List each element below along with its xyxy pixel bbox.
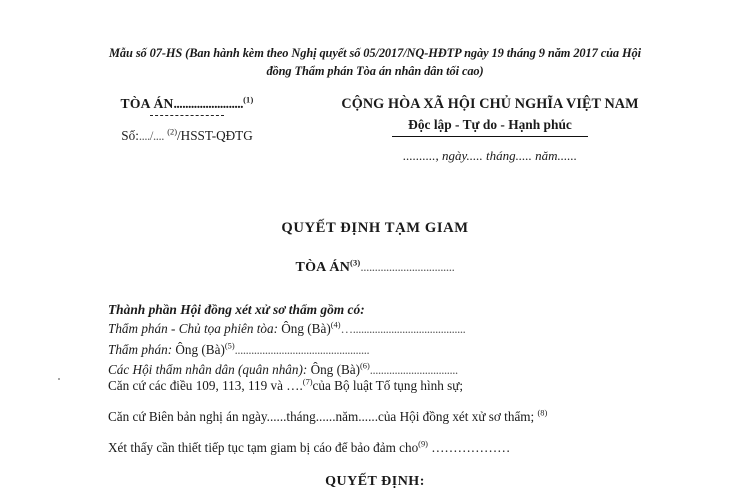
council-footnote: (4): [330, 321, 341, 331]
paragraph-footnote: (7): [302, 377, 313, 387]
place-date-line: .........., ngày..... tháng..... năm......: [402, 148, 578, 163]
council-dots: .................................................: [234, 342, 370, 357]
council-row: [108, 319, 668, 339]
document-number-suffix: /HSST-QĐTG: [177, 128, 253, 143]
form-note-line-1: Mẫu số 07-HS (Ban hành kèm theo Nghị quyết số 05/2017/NQ-HĐTP ngày 19 tháng 9 năm 2017 của Hội: [109, 46, 641, 60]
body-paragraph: [108, 409, 708, 425]
paragraph-text-before: Xét thấy cần thiết tiếp tục tạm giam bị cáo để bảo đảm cho: [108, 440, 419, 455]
decision-heading: QUYẾT ĐỊNH:: [325, 474, 425, 489]
body-paragraph: [108, 440, 708, 456]
issuing-court-label: TÒA ÁN: [120, 96, 174, 111]
document-header: [0, 96, 750, 186]
motto-divider: [392, 136, 588, 137]
court-divider: [150, 115, 224, 116]
national-title: CỘNG HÒA XÃ HỘI CHỦ NGHĨA VIỆT NAM: [341, 96, 639, 112]
paragraph-text-before: Căn cứ các điều 109, 113, 119 và ….: [108, 378, 303, 393]
council-row: [108, 340, 668, 360]
council-person-label: Ông (Bà): [277, 321, 331, 337]
title-court-dots: .................................: [360, 259, 455, 274]
paragraph-text-before: Căn cứ Biên bản nghị án ngày......tháng......năm......của Hội đồng xét xử sơ thẩm;: [108, 409, 538, 424]
form-note-line-2: đồng Thẩm phán Tòa án nhân dân tối cao): [266, 64, 484, 78]
paragraph-text-after: của Bộ luật Tố tụng hình sự;: [312, 378, 464, 393]
paragraph-footnote: (9): [418, 439, 428, 449]
document-number-line: [72, 128, 302, 144]
body-paragraph: [108, 378, 708, 394]
header-right-column: [300, 96, 680, 164]
page-title: QUYẾT ĐỊNH TẠM GIAM: [281, 220, 469, 236]
document-number-dots: ..../....: [138, 129, 164, 143]
scan-artifact-speck: [58, 378, 60, 380]
council-heading: Thành phần Hội đồng xét xử sơ thẩm gồm có:: [108, 302, 365, 317]
council-role-label: Thẩm phán:: [108, 341, 173, 357]
council-person-label: Ông (Bà): [172, 341, 225, 357]
council-role-label: Các Hội thẩm nhân dân (quân nhân):: [108, 362, 308, 378]
council-dots: ….........................................: [340, 322, 466, 337]
title-section: [0, 220, 750, 276]
header-left-column: [72, 96, 302, 144]
paragraph-text-after: ………………: [427, 440, 511, 455]
body-paragraphs: [108, 378, 708, 456]
issuing-court-footnote: (1): [243, 95, 254, 105]
issuing-court-line: [72, 96, 302, 112]
council-composition-block: [108, 300, 668, 381]
title-court-line: [0, 259, 750, 276]
council-footnote: (5): [224, 341, 235, 351]
issuing-court-dots: ........................: [173, 96, 244, 111]
council-footnote: (6): [360, 361, 370, 371]
paragraph-footnote: (8): [537, 408, 548, 418]
national-motto: Độc lập - Tự do - Hạnh phúc: [408, 117, 572, 132]
form-reference-note: [52, 44, 698, 80]
title-court-label: TÒA ÁN: [295, 260, 351, 275]
document-number-prefix: Số:: [121, 128, 139, 143]
council-dots: ................................: [369, 363, 458, 378]
council-person-label: Ông (Bà): [307, 362, 361, 378]
title-court-footnote: (3): [350, 258, 361, 268]
document-number-footnote: (2): [167, 127, 178, 137]
council-role-label: Thẩm phán - Chủ tọa phiên tòa:: [108, 321, 278, 337]
